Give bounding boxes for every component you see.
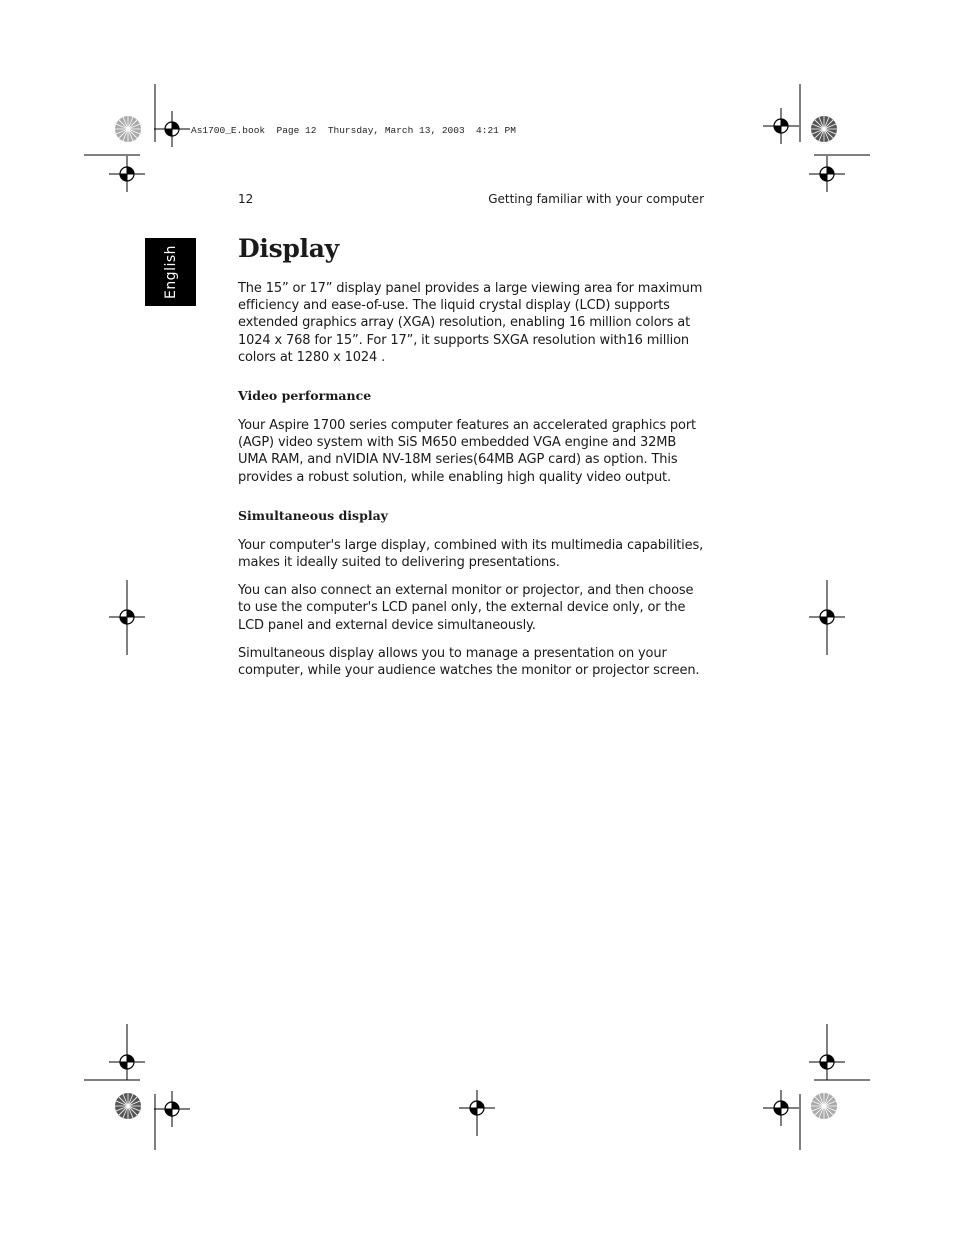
- simultaneous-paragraph-3: Simultaneous display allows you to manage a presentation on your computer, while your audience watches the monitor or projector screen.: [238, 645, 700, 679]
- page-title: Display: [238, 234, 339, 263]
- running-head: [238, 192, 704, 208]
- language-tab-label: English: [162, 244, 179, 300]
- video-performance-paragraph: Your Aspire 1700 series computer features an accelerated graphics port (AGP) video system with SiS M650 embedded VGA engine and 32MB UMA RAM, and nVIDIA NV-18M series(64MB AGP card) as option. This provides a robust solution, while enabling high quality video output.: [238, 418, 696, 485]
- page-content: [238, 232, 708, 690]
- print-slug: As1700_E.book Page 12 Thursday, March 13, 2003 4:21 PM: [191, 125, 516, 136]
- language-tab: [145, 238, 196, 306]
- intro-paragraph: The 15” or 17” display panel provides a large viewing area for maximum efficiency and ease-of-use. The liquid crystal display (LCD) supports extended graphics array (XGA) resolution, enabling 16 million colors at 1024 x 768 for 15”. For 17”, it supports SXGA resolution with16 million colors at 1280 x 1024 .: [238, 281, 703, 365]
- simultaneous-paragraph-2: You can also connect an external monitor or projector, and then choose to use the computer's LCD panel only, the external device only, or the LCD panel and external device simultaneously.: [238, 583, 694, 633]
- simultaneous-display-heading: Simultaneous display: [238, 507, 388, 523]
- running-section-title: Getting familiar with your computer: [488, 192, 704, 206]
- video-performance-heading: Video performance: [238, 388, 372, 404]
- simultaneous-paragraph-1: Your computer's large display, combined with its multimedia capabilities, makes it ideally suited to delivering presentations.: [238, 537, 704, 571]
- page-number: 12: [238, 192, 254, 206]
